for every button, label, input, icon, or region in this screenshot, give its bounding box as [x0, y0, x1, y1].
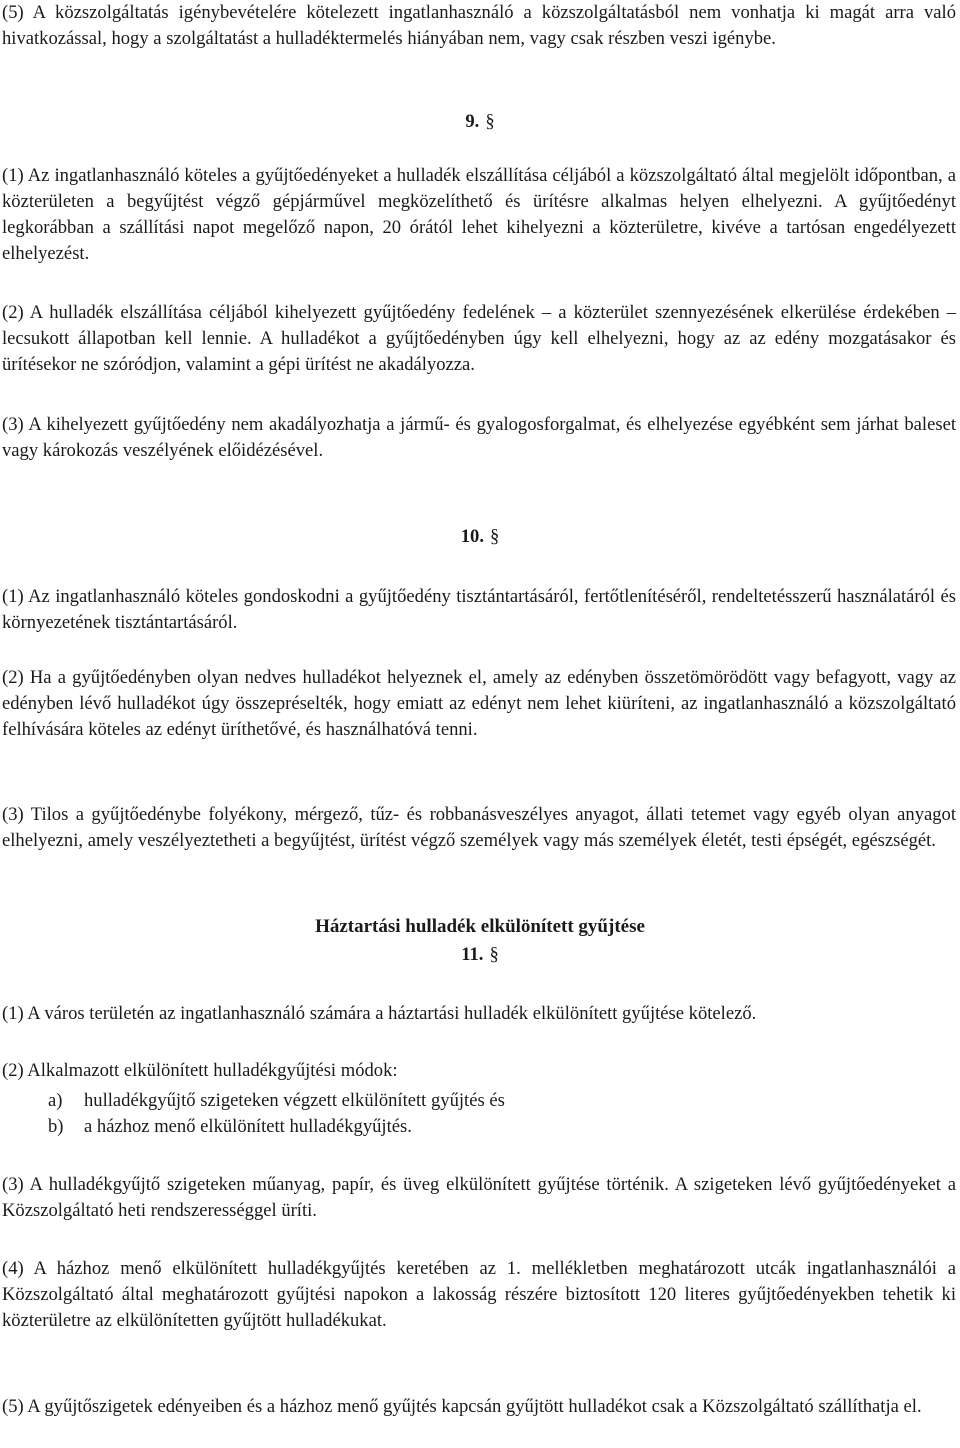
section-11-paragraph-1: (1) A város területén az ingatlanhasználó számára a háztartási hulladék elkülönített gyűjtése kötelező.	[2, 1003, 757, 1024]
section-9-paragraph-3: (3) A kihelyezett gyűjtőedény nem akadályozhatja a jármű- és gyalogosforgalmat, és elhelyezése egyébként sem járhat baleset vagy károkozás veszélyének előidézésével.	[2, 414, 956, 461]
section-symbol: §	[485, 111, 495, 132]
section-symbol: §	[489, 526, 500, 547]
paragraph-5-intro: (5) A közszolgáltatás igénybevételére kötelezett ingatlanhasználó a közszolgáltatásból nem vonhatja ki magát arra való hivatkozással, hogy a szolgáltatást a hulladéktermelés hiányában nem, vagy csak részben veszi igénybe.	[2, 2, 956, 49]
section-10-paragraph-3: (3) Tilos a gyűjtőedénybe folyékony, mérgező, tűz- és robbanásveszélyes anyagot, állati tetemet vagy egyéb olyan anyagot elhelyezni, amely veszélyeztetheti a begyűjtést, ürítést végző személyek vagy más személyek életét, testi épségét, egészségét.	[2, 804, 956, 851]
list-item	[48, 1088, 505, 1114]
section-10-paragraph-2: (2) Ha a gyűjtőedényben olyan nedves hulladékot helyeznek el, amely az edényben összetömörödött vagy befagyott, vagy az edényben lévő hulladékot úgy összepréselték, hogy emiatt az edényt nem lehet kiüríteni, az ingatlanhasználó a közszolgáltató felhívására köteles az edényt üríthetővé, és használhatóvá tenni.	[2, 667, 956, 740]
list-item-text: hulladékgyűjtő szigeteken végzett elkülönített gyűjtés és	[84, 1090, 505, 1111]
list-marker: a)	[48, 1090, 63, 1111]
section-number: 11.	[461, 944, 484, 965]
section-symbol: §	[489, 944, 499, 965]
section-11-paragraph-5: (5) A gyűjtőszigetek edényeiben és a házhoz menő gyűjtés kapcsán gyűjtött hulladékot csak a Közszolgáltató szállíthatja el.	[2, 1396, 922, 1417]
list-marker: b)	[48, 1116, 64, 1137]
section-9-paragraph-1: (1) Az ingatlanhasználó köteles a gyűjtőedényeket a hulladék elszállítása céljából a közszolgáltató által megjelölt időpontban, a közterületen a begyűjtést végző gépjárművel megközelíthető és ürítésre alkalmas helyen elhelyezni. A gyűjtőedényt legkorábban a szállítási napot megelőző napon, 20 órától lehet kihelyezni a közterületre, kivéve a tartósan engedélyezett elhelyezést.	[2, 165, 956, 264]
section-11-paragraph-4: (4) A házhoz menő elkülönített hulladékgyűjtés keretében az 1. mellékletben meghatározott utcák ingatlanhasználói a Közszolgáltató által meghatározott gyűjtési napokon a lakosság részére biztosított 120 literes gyűjtőedényekben tehetik ki közterületre az elkülönítetten gyűjtött hulladékukat.	[2, 1258, 956, 1331]
list-item-text: a házhoz menő elkülönített hulladékgyűjtés.	[84, 1116, 412, 1137]
section-9-paragraph-2: (2) A hulladék elszállítása céljából kihelyezett gyűjtőedény fedelének – a közterület szennyezésének elkerülése érdekében – lecsukott állapotban kell lennie. A hulladékot a gyűjtőedényben úgy kell elhelyezni, hogy az az edény mozgatásakor és ürítésekor ne szóródjon, valamint a gépi ürítést ne akadályozza.	[2, 302, 956, 375]
list-item	[48, 1114, 412, 1140]
section-11-heading	[0, 943, 960, 967]
section-9-heading	[0, 110, 960, 134]
chapter-heading: Háztartási hulladék elkülönített gyűjtése	[315, 916, 645, 937]
section-10-paragraph-1: (1) Az ingatlanhasználó köteles gondoskodni a gyűjtőedény tisztántartásáról, fertőtlenítéséről, rendeltetésszerű használatáról és környezetének tisztántartásáról.	[2, 586, 956, 633]
section-11-paragraph-2: (2) Alkalmazott elkülönített hulladékgyűjtési módok:	[2, 1060, 398, 1081]
section-11-paragraph-3: (3) A hulladékgyűjtő szigeteken műanyag, papír, és üveg elkülönített gyűjtése történik. A szigeteken lévő gyűjtőedényeket a Közszolgáltató heti rendszerességgel üríti.	[2, 1174, 956, 1221]
section-10-heading	[0, 525, 960, 549]
section-number: 9.	[465, 111, 480, 132]
section-number: 10.	[460, 526, 484, 547]
